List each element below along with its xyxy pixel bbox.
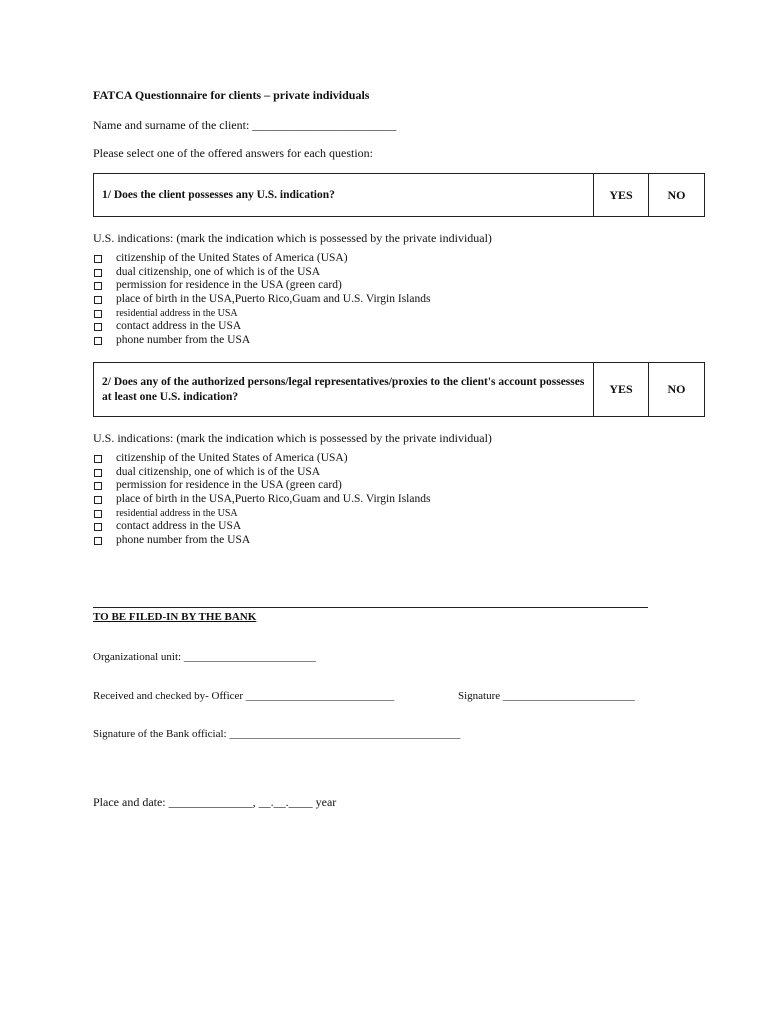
list-item [94,252,430,266]
indications-1-list [94,252,430,348]
checkbox-icon[interactable] [94,469,102,477]
list-item [94,493,430,507]
question-1-text: 1/ Does the client possesses any U.S. indication? [102,188,335,201]
indications-2-heading: U.S. indications: (mark the indication which is possessed by the private individual) [93,431,492,445]
bank-section-heading: TO BE FILED-IN BY THE BANK [93,611,257,623]
document-title: FATCA Questionnaire for clients – private individuals [93,88,370,102]
indication-label: residential address in the USA [116,507,238,519]
organizational-unit-field: Organizational unit: ________________________ [93,651,316,663]
place-and-date-field: Place and date: ______________, __.__.____ year [93,795,337,809]
list-item [94,320,430,334]
indication-label: dual citizenship, one of which is of the USA [116,265,321,278]
indications-2-list [94,452,430,548]
indication-label: residential address in the USA [116,307,238,319]
list-item [94,279,430,293]
question-1-no-cell[interactable]: NO [648,174,704,216]
list-item [94,466,430,480]
signature-field: Signature ________________________ [458,690,635,702]
question-2-text: 2/ Does any of the authorized persons/legal representatives/proxies to the client's account possesses at least one U.S. indication? [102,375,585,403]
indication-label: citizenship of the United States of America (USA) [116,452,348,464]
list-item [94,307,430,321]
indication-label: contact address in the USA [116,320,242,333]
checkbox-icon[interactable] [94,269,102,277]
indication-label: dual citizenship, one of which is of the USA [116,465,321,478]
list-item [94,266,430,280]
list-item [94,452,430,466]
checkbox-icon[interactable] [94,337,102,345]
question-2-box [93,362,705,417]
indications-1-heading: U.S. indications: (mark the indication which is possessed by the private individual) [93,231,492,245]
list-item [94,507,430,521]
checkbox-icon[interactable] [94,455,102,463]
checkbox-icon[interactable] [94,510,102,518]
checkbox-icon[interactable] [94,323,102,331]
indication-label: phone number from the USA [116,534,251,547]
client-name-field: Name and surname of the client: ________________________ [93,118,397,132]
indication-label: contact address in the USA [116,520,242,533]
checkbox-icon[interactable] [94,482,102,490]
checkbox-icon[interactable] [94,282,102,290]
indication-label: permission for residence in the USA (green card) [116,479,342,492]
checkbox-icon[interactable] [94,537,102,545]
checkbox-icon[interactable] [94,296,102,304]
checkbox-icon[interactable] [94,310,102,318]
indication-label: place of birth in the USA,Puerto Rico,Guam and U.S. Virgin Islands [116,293,431,306]
checkbox-icon[interactable] [94,496,102,504]
question-2-no-cell[interactable]: NO [648,363,704,416]
section-divider [93,607,648,608]
indication-label: permission for residence in the USA (green card) [116,279,342,292]
question-2-yes-cell[interactable]: YES [593,363,648,416]
checkbox-icon[interactable] [94,523,102,531]
checkbox-icon[interactable] [94,255,102,263]
bank-official-signature-field: Signature of the Bank official: __________________________________________ [93,728,461,740]
indication-label: citizenship of the United States of America (USA) [116,252,348,264]
question-1-box [93,173,705,217]
indication-label: phone number from the USA [116,334,251,347]
instruction-text: Please select one of the offered answers for each question: [93,146,374,160]
question-1-yes-cell[interactable]: YES [593,174,648,216]
list-item [94,334,430,348]
list-item [94,520,430,534]
list-item [94,534,430,548]
received-checked-officer-field: Received and checked by- Officer ___________________________ [93,690,395,702]
list-item [94,293,430,307]
list-item [94,479,430,493]
indication-label: place of birth in the USA,Puerto Rico,Guam and U.S. Virgin Islands [116,493,431,506]
